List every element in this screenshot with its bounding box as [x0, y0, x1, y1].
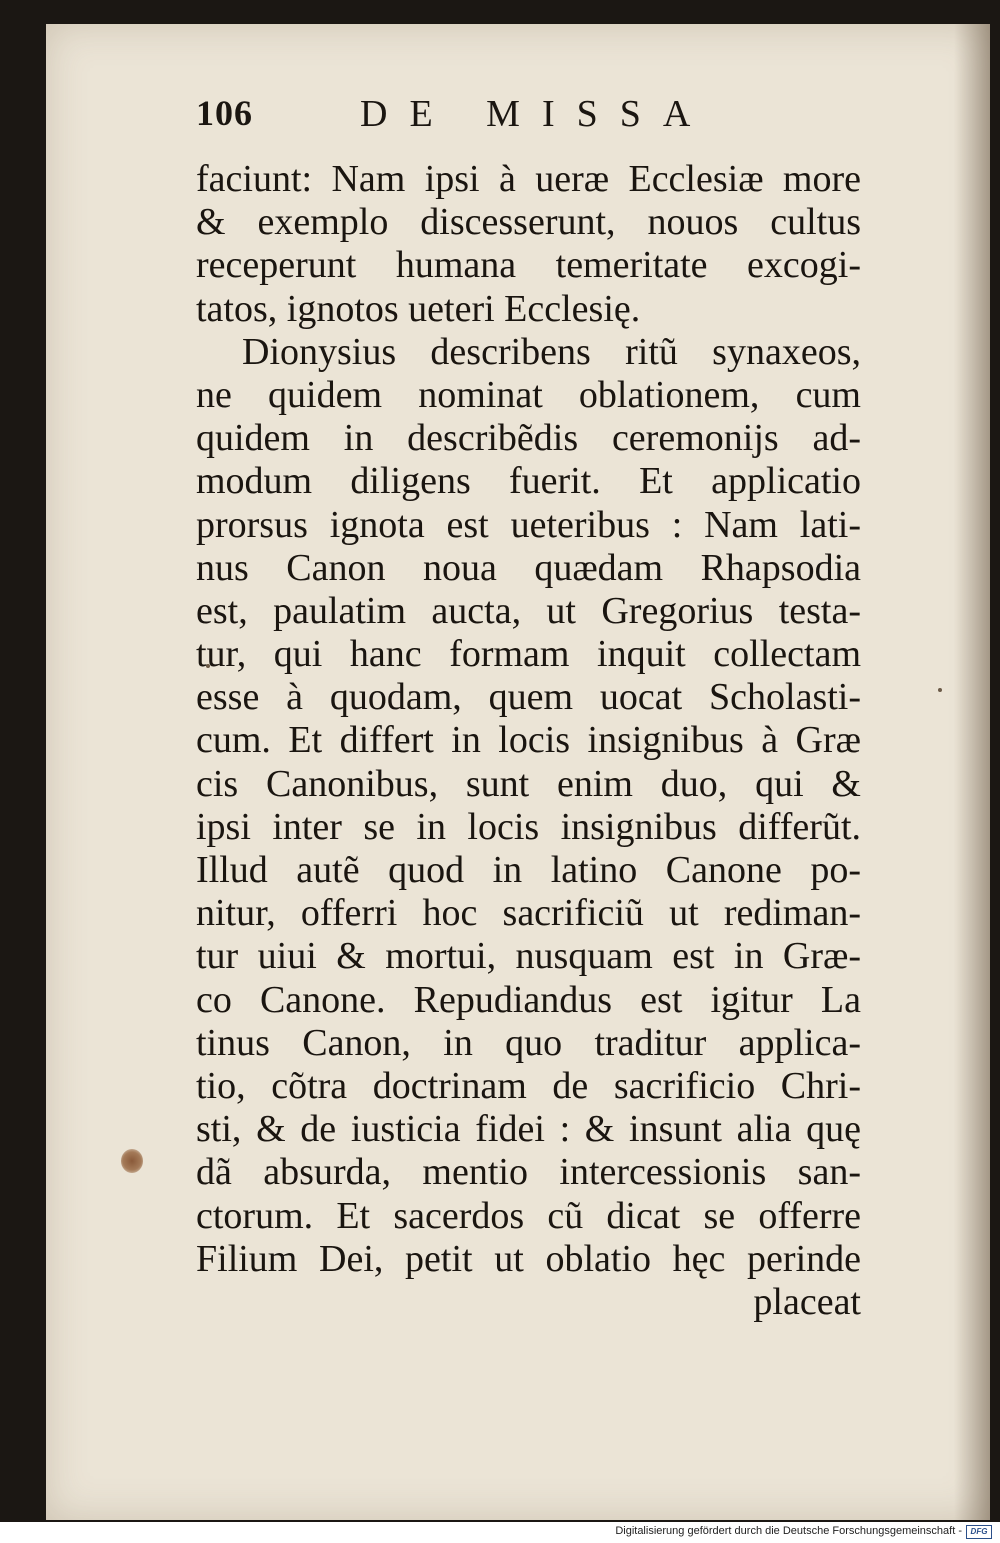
- text-line: esse à quodam, quem uocat Scholasti-: [196, 676, 861, 719]
- paper-stain: [121, 1149, 143, 1173]
- text-line: receperunt humana temeritate excogi-: [196, 244, 861, 287]
- text-line: est, paulatim aucta, ut Gregorius testa-: [196, 589, 861, 632]
- text-line: Illud autẽ quod in latino Canone po-: [196, 849, 861, 891]
- text-line: nitur, offerri hoc sacrificiũ ut rediman-: [196, 892, 861, 935]
- text-line: tur uiui & mortui, nusquam est in Græ-: [196, 935, 861, 978]
- page-header: [196, 92, 796, 152]
- text-line: dã absurda, mentio intercessionis san-: [196, 1151, 861, 1194]
- text-line: sti, & de iusticia fidei : & insunt alia quę: [196, 1108, 861, 1151]
- catchword: placeat: [753, 1280, 861, 1323]
- text-line: prorsus ignota est ueteribus : Nam lati-: [196, 503, 861, 546]
- text-line: ne quidem nominat oblationem, cum: [196, 373, 861, 416]
- page-gutter-shadow: [954, 24, 990, 1520]
- text-line: cis Canonibus, sunt enim duo, qui &: [196, 762, 861, 805]
- text-line: Filium Dei, petit ut oblatio hęc perinde: [196, 1237, 861, 1280]
- body-text: [196, 158, 861, 1324]
- text-line: ipsi inter se in locis insignibus differũt.: [196, 805, 861, 848]
- funding-credit: Digitalisierung gefördert durch die Deutsche Forschungsgemeinschaft -: [615, 1525, 962, 1537]
- text-line: tatos, ignotos ueteri Ecclesię.: [196, 287, 641, 330]
- page-number: 106: [196, 93, 253, 133]
- text-line: tio, cõtra doctrinam de sacrificio Chri-: [196, 1064, 861, 1107]
- text-line: tur, qui hanc formam inquit collectam: [196, 633, 861, 676]
- digitization-footer: [0, 1522, 1000, 1543]
- text-line: co Canone. Repudiandus est igitur La: [196, 978, 861, 1021]
- text-line: quidem in describẽdis ceremonijs ad-: [196, 417, 861, 460]
- text-line: modum diligens fuerit. Et applicatio: [196, 460, 861, 503]
- dfg-logo: DFG: [966, 1525, 992, 1539]
- text-line: cum. Et differt in locis insignibus à Græ: [196, 719, 861, 762]
- running-head: DE MISSA: [360, 93, 713, 135]
- text-line: nus Canon noua quædam Rhapsodia: [196, 546, 861, 589]
- text-line: faciunt: Nam ipsi à ueræ Ecclesiæ more: [196, 158, 861, 200]
- text-line: tinus Canon, in quo traditur applica-: [196, 1021, 861, 1064]
- text-line: & exemplo discesserunt, nouos cultus: [196, 201, 861, 244]
- text-line: Dionysius describens ritũ synaxeos,: [242, 330, 861, 373]
- text-line: ctorum. Et sacerdos cũ dicat se offerre: [196, 1194, 861, 1237]
- paper-speck: [938, 688, 942, 692]
